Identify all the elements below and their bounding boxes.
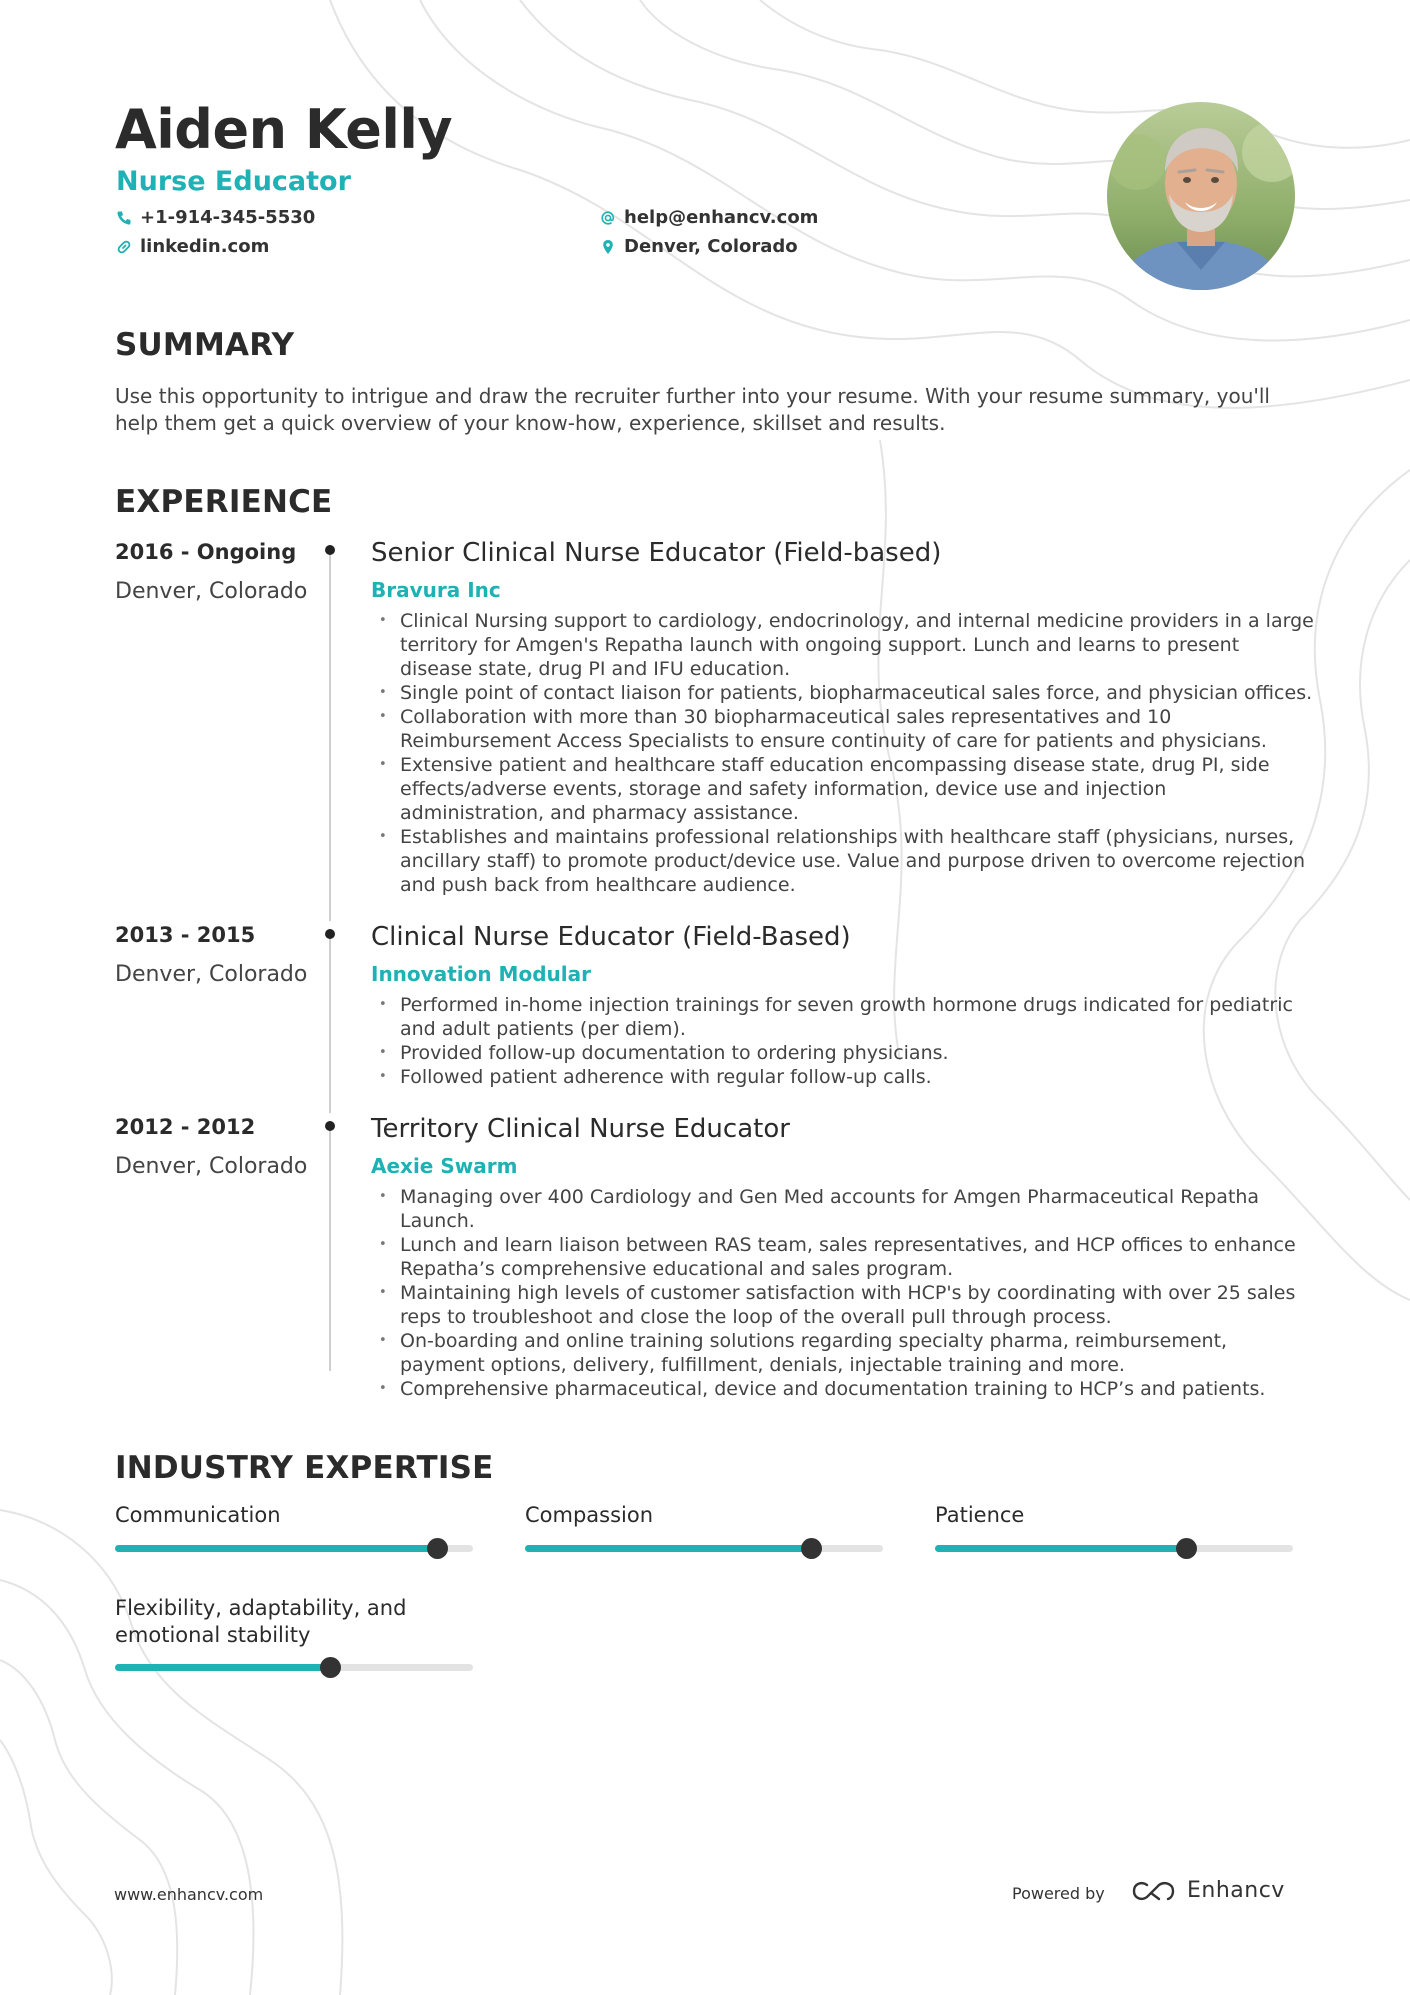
bullet-item: • Performed in-home injection trainings for seven growth hormone drugs indicated for pediatric and adult patients (per diem). <box>371 993 1316 1041</box>
email-contact[interactable] <box>600 207 818 228</box>
bullet-item: • On-boarding and online training solutions regarding specialty pharma, reimbursement, payment options, delivery, fulfillment, denials, injectable training and more. <box>371 1329 1316 1377</box>
expertise-heading: INDUSTRY EXPERTISE <box>115 1450 494 1486</box>
linkedin-contact[interactable] <box>116 236 269 257</box>
skill-bar <box>935 1545 1293 1552</box>
skill-bar-fill <box>935 1545 1186 1552</box>
skill-label: Patience <box>935 1503 1025 1527</box>
location-pin-icon <box>600 239 616 255</box>
job-title: Senior Clinical Nurse Educator (Field-based) <box>371 538 942 568</box>
footer-powered-by: Powered by <box>1012 1884 1105 1903</box>
bullet-item: • Establishes and maintains professional relationships with healthcare staff (physicians, nurses, ancillary staff) to promote product/device use. Value and purpose driven to overcome rejection and push back from healthcare audience. <box>371 825 1316 897</box>
timeline-line <box>329 1127 331 1371</box>
experience-heading: EXPERIENCE <box>115 484 333 520</box>
job-title: Territory Clinical Nurse Educator <box>371 1114 790 1144</box>
email-text: help@enhancv.com <box>624 207 819 228</box>
linkedin-text: linkedin.com <box>140 236 270 257</box>
skill-bar-knob <box>320 1657 341 1678</box>
job-location: Denver, Colorado <box>115 579 308 604</box>
job-bullets <box>371 1185 1316 1401</box>
skill-bar-knob <box>427 1538 448 1559</box>
job-bullets <box>371 993 1316 1089</box>
timeline-line <box>329 935 331 1113</box>
phone-icon <box>116 210 132 226</box>
job-date: 2012 - 2012 <box>115 1115 256 1139</box>
skill-label: Flexibility, adaptability, and emotional stability <box>115 1596 407 1647</box>
enhancv-logo-icon <box>1131 1879 1177 1903</box>
timeline-dot <box>325 929 335 939</box>
footer-brand-name: Enhancv <box>1187 1878 1285 1903</box>
timeline-dot <box>325 1121 335 1131</box>
avatar-portrait <box>1107 102 1295 290</box>
location-text: Denver, Colorado <box>624 236 798 257</box>
bullet-item: • Managing over 400 Cardiology and Gen Med accounts for Amgen Pharmaceutical Repatha Launch. <box>371 1185 1316 1233</box>
job-bullets <box>371 609 1316 897</box>
bullet-item: • Maintaining high levels of customer satisfaction with HCP's by coordinating with over 25 sales reps to troubleshoot and close the loop of the overall pull through process. <box>371 1281 1316 1329</box>
job-company: Innovation Modular <box>371 962 591 986</box>
summary-text: Use this opportunity to intrigue and draw the recruiter further into your resume. With your resume summary, you'll help them get a quick overview of your know-how, experience, skillset and results. <box>115 384 1270 435</box>
candidate-name: Aiden Kelly <box>115 98 453 161</box>
bullet-item: • Single point of contact liaison for patients, biopharmaceutical sales force, and physician offices. <box>371 681 1316 705</box>
skill-bar-knob <box>1176 1538 1197 1559</box>
bullet-item: • Clinical Nursing support to cardiology, endocrinology, and internal medicine providers in a large territory for Amgen's Repatha launch with ongoing support. Lunch and learns to present disease state, drug PI and IFU education. <box>371 609 1316 681</box>
bullet-item: • Followed patient adherence with regular follow-up calls. <box>371 1065 1316 1089</box>
skill-bar-fill <box>525 1545 811 1552</box>
skill-label: Communication <box>115 1503 281 1527</box>
skill-bar-knob <box>801 1538 822 1559</box>
job-location: Denver, Colorado <box>115 1154 308 1179</box>
job-company: Aexie Swarm <box>371 1154 518 1178</box>
skill-bar-fill <box>115 1664 330 1671</box>
skill-bar <box>525 1545 883 1552</box>
footer-brand-logo[interactable] <box>1131 1878 1285 1903</box>
timeline-line <box>329 551 331 921</box>
profile-photo <box>1107 102 1295 290</box>
phone-contact[interactable] <box>116 207 315 228</box>
skill-bar-fill <box>115 1545 437 1552</box>
skill-label: Compassion <box>525 1503 654 1527</box>
bullet-item: • Comprehensive pharmaceutical, device and documentation training to HCP’s and patients. <box>371 1377 1316 1401</box>
job-date: 2016 - Ongoing <box>115 540 297 564</box>
bullet-item: • Extensive patient and healthcare staff education encompassing disease state, drug PI, side effects/adverse events, storage and safety information, device use and injection administration, and pharmacy assistance. <box>371 753 1316 825</box>
link-icon <box>116 239 132 255</box>
skill-bar <box>115 1545 473 1552</box>
bullet-item: • Lunch and learn liaison between RAS team, sales representatives, and HCP offices to enhance Repatha’s comprehensive educational and sales program. <box>371 1233 1316 1281</box>
phone-text: +1-914-345-5530 <box>140 207 316 228</box>
job-title: Clinical Nurse Educator (Field-Based) <box>371 922 851 952</box>
bullet-item: • Collaboration with more than 30 biopharmaceutical sales representatives and 10 Reimbursement Access Specialists to ensure continuity of care for patients and physicians. <box>371 705 1316 753</box>
skill-bar <box>115 1664 473 1671</box>
bullet-item: • Provided follow-up documentation to ordering physicians. <box>371 1041 1316 1065</box>
summary-heading: SUMMARY <box>115 327 295 363</box>
job-location: Denver, Colorado <box>115 962 308 987</box>
job-date: 2013 - 2015 <box>115 923 256 947</box>
at-icon <box>600 210 616 226</box>
timeline-dot <box>325 545 335 555</box>
footer-website[interactable]: www.enhancv.com <box>114 1885 264 1904</box>
location-contact <box>600 236 798 257</box>
candidate-role: Nurse Educator <box>116 166 351 197</box>
job-company: Bravura Inc <box>371 578 501 602</box>
